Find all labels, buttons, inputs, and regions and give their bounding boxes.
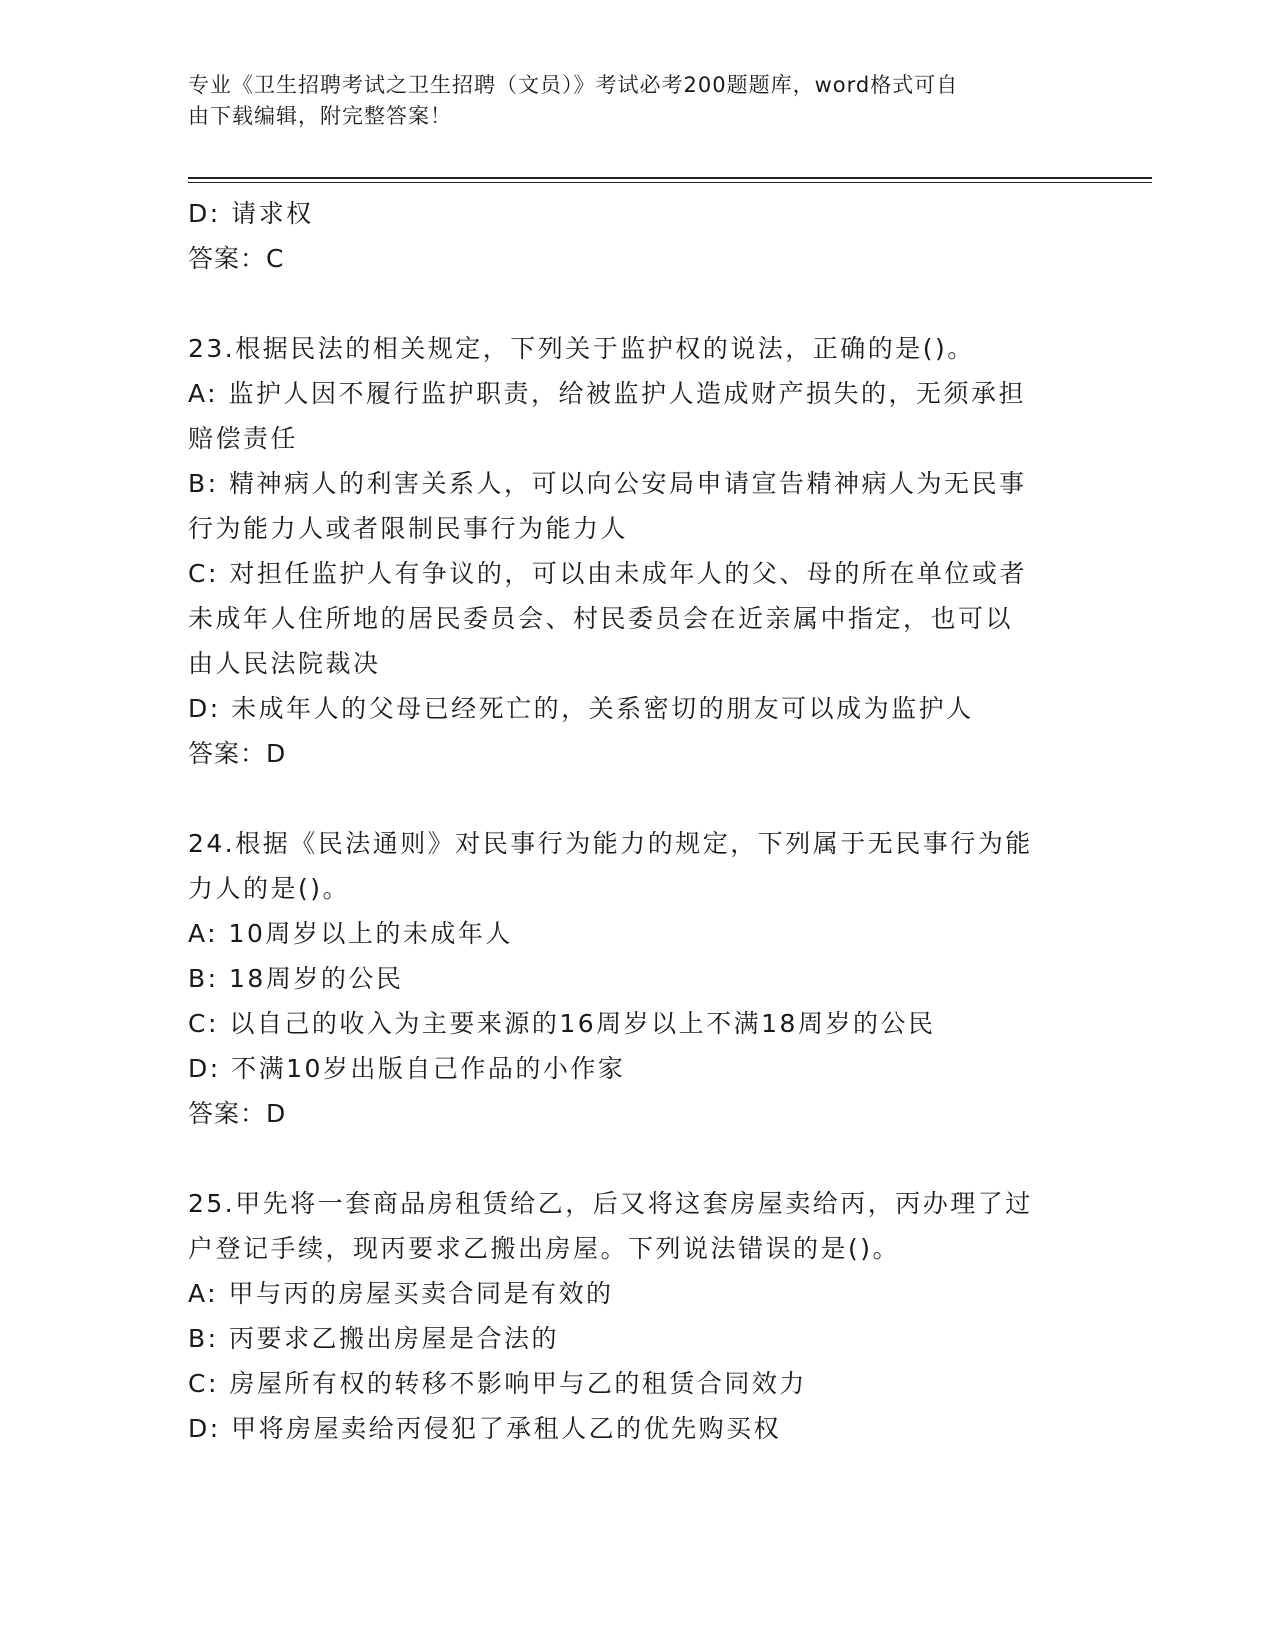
question-stem-cont: 户登记手续，现丙要求乙搬出房屋。下列说法错误的是()。 bbox=[188, 1234, 901, 1263]
header-divider-thin bbox=[188, 182, 1152, 183]
option-b-cont: 行为能力人或者限制民事行为能力人 bbox=[188, 514, 629, 543]
answer-line: 答案：C bbox=[188, 244, 285, 273]
header-line-2: 由下载编辑，附完整答案！ bbox=[188, 104, 452, 128]
option-c-cont: 未成年人住所地的居民委员会、村民委员会在近亲属中指定，也可以 bbox=[188, 604, 1014, 633]
option-d: D: 不满10岁出版自己作品的小作家 bbox=[188, 1054, 626, 1083]
option-a: A: 监护人因不履行监护职责，给被监护人造成财产损失的，无须承担 bbox=[188, 379, 1027, 408]
option-c: C: 房屋所有权的转移不影响甲与乙的租赁合同效力 bbox=[188, 1369, 807, 1398]
document-body bbox=[188, 191, 1088, 1451]
option-c-cont-2: 由人民法院裁决 bbox=[188, 649, 381, 678]
previous-question-tail bbox=[188, 191, 1088, 281]
question-stem-cont: 力人的是()。 bbox=[188, 874, 351, 903]
option-d: D: 甲将房屋卖给丙侵犯了承租人乙的优先购买权 bbox=[188, 1414, 782, 1443]
option-c: C: 以自己的收入为主要来源的16周岁以上不满18周岁的公民 bbox=[188, 1009, 936, 1038]
answer-line: 答案：D bbox=[188, 739, 287, 768]
option-a: A: 10周岁以上的未成年人 bbox=[188, 919, 513, 948]
option-c: C: 对担任监护人有争议的，可以由未成年人的父、母的所在单位或者 bbox=[188, 559, 1027, 588]
answer-line: 答案：D bbox=[188, 1099, 287, 1128]
option-a: A: 甲与丙的房屋买卖合同是有效的 bbox=[188, 1279, 614, 1308]
page-header bbox=[188, 70, 1068, 132]
question-stem: 25.甲先将一套商品房租赁给乙，后又将这套房屋卖给丙，丙办理了过 bbox=[188, 1189, 1033, 1218]
option-d: D: 请求权 bbox=[188, 199, 314, 228]
option-a-cont: 赔偿责任 bbox=[188, 424, 299, 453]
option-b: B: 丙要求乙搬出房屋是合法的 bbox=[188, 1324, 560, 1353]
question-23 bbox=[188, 326, 1088, 776]
question-stem: 24.根据《民法通则》对民事行为能力的规定，下列属于无民事行为能 bbox=[188, 829, 1033, 858]
question-25 bbox=[188, 1181, 1088, 1451]
header-divider-thick bbox=[188, 177, 1152, 179]
option-d: D: 未成年人的父母已经死亡的，关系密切的朋友可以成为监护人 bbox=[188, 694, 974, 723]
option-b: B: 精神病人的利害关系人，可以向公安局申请宣告精神病人为无民事 bbox=[188, 469, 1027, 498]
question-24 bbox=[188, 821, 1088, 1136]
header-line-1: 专业《卫生招聘考试之卫生招聘（文员）》考试必考200题题库，word格式可自 bbox=[188, 73, 959, 97]
option-b: B: 18周岁的公民 bbox=[188, 964, 404, 993]
question-stem: 23.根据民法的相关规定，下列关于监护权的说法，正确的是()。 bbox=[188, 334, 975, 363]
